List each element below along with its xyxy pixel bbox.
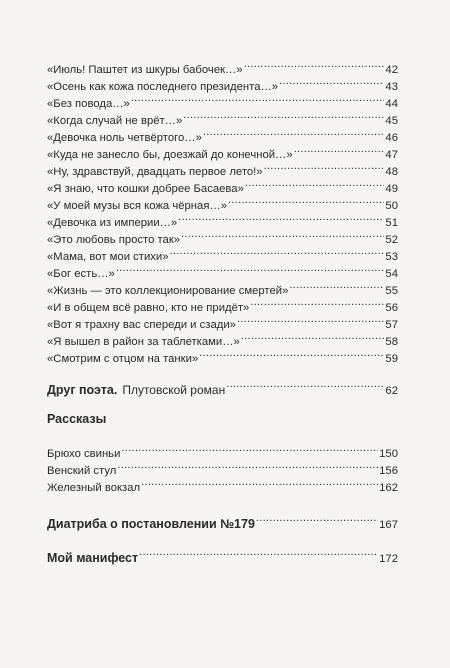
table-of-contents xyxy=(47,56,398,565)
toc-entry-title: «Июль! Паштет из шкуры бабочек…» xyxy=(47,64,243,76)
dot-leader xyxy=(279,73,384,90)
section-page: 62 xyxy=(385,385,398,397)
toc-entry-page: 42 xyxy=(385,64,398,76)
toc-entry-page: 57 xyxy=(385,319,398,331)
toc-entry-title: «И в общем всё равно, кто не придёт» xyxy=(47,302,250,314)
dot-leader xyxy=(139,544,378,562)
toc-entry-page: 48 xyxy=(385,166,398,178)
toc-entry-title: «Мама, вот мои стихи» xyxy=(47,251,169,263)
dot-leader xyxy=(289,277,384,294)
toc-entry-page: 50 xyxy=(385,200,398,212)
dot-leader xyxy=(264,158,385,175)
poems-list xyxy=(47,56,398,365)
toc-entry-title: «Смотрим с отцом на танки» xyxy=(47,353,199,365)
toc-entry-title: «Девочка из империи…» xyxy=(47,217,178,229)
dot-leader xyxy=(256,510,378,528)
dot-leader xyxy=(178,209,384,226)
toc-entry-title: «Вот я трахну вас спереди и сзади» xyxy=(47,319,236,331)
dot-leader xyxy=(245,175,385,192)
toc-entry-page: 51 xyxy=(385,217,398,229)
toc-entry-page: 43 xyxy=(385,81,398,93)
section-subtitle: Плутовской роман xyxy=(122,383,226,397)
toc-entry-page: 54 xyxy=(385,268,398,280)
toc-entry-page: 53 xyxy=(385,251,398,263)
dot-leader xyxy=(117,457,378,474)
toc-entry-title: «Это любовь просто так» xyxy=(47,234,181,246)
toc-entry[interactable] xyxy=(47,440,398,460)
dot-leader xyxy=(170,243,385,260)
toc-section-friend[interactable] xyxy=(47,376,398,397)
toc-entry-page: 150 xyxy=(379,448,398,460)
dot-leader xyxy=(250,294,384,311)
toc-entry-title: «Куда не занесло бы, доезжай до конечной…» xyxy=(47,149,293,161)
dot-leader xyxy=(183,107,384,124)
dot-leader xyxy=(203,124,385,141)
dot-leader xyxy=(131,90,385,107)
toc-entry-title: «Я знаю, что кошки добрее Басаева» xyxy=(47,183,244,195)
toc-entry-page: 59 xyxy=(385,353,398,365)
section-title: Диатриба о постановлении №179 xyxy=(47,517,255,531)
toc-entry-title: «Бог есть…» xyxy=(47,268,115,280)
dot-leader xyxy=(116,260,385,277)
stories-list xyxy=(47,440,398,494)
toc-entry-title: «Я вышел в район за таблетками…» xyxy=(47,336,240,348)
toc-entry-page: 52 xyxy=(385,234,398,246)
toc-entry-title: «Ну, здравствуй, двадцать первое лето!» xyxy=(47,166,263,178)
section-title: Друг поэта. xyxy=(47,383,118,397)
toc-entry-title: «Девочка ноль четвёртого…» xyxy=(47,132,202,144)
dot-leader xyxy=(199,345,384,362)
toc-entry-title: Венский стул xyxy=(47,465,117,477)
toc-entry-page: 46 xyxy=(385,132,398,144)
dot-leader xyxy=(228,192,384,209)
toc-entry-page: 49 xyxy=(385,183,398,195)
toc-entry-page: 55 xyxy=(385,285,398,297)
toc-entry-page: 156 xyxy=(379,465,398,477)
toc-entry-title: Железный вокзал xyxy=(47,482,141,494)
toc-entry-title: Брюхо свиньи xyxy=(47,448,121,460)
dot-leader xyxy=(226,376,384,394)
dot-leader xyxy=(244,56,385,73)
stories-heading: Рассказы xyxy=(47,412,107,426)
toc-entry[interactable] xyxy=(47,56,398,76)
toc-entry-title: «Жизнь — это коллекционирование смертей» xyxy=(47,285,289,297)
toc-section-manifesto[interactable] xyxy=(47,544,398,565)
toc-entry-page: 45 xyxy=(385,115,398,127)
toc-entry-page: 47 xyxy=(385,149,398,161)
toc-entry-title: «У моей музы вся кожа чёрная…» xyxy=(47,200,228,212)
dot-leader xyxy=(241,328,385,345)
dot-leader xyxy=(181,226,384,243)
section-page: 172 xyxy=(379,553,398,565)
toc-section-diatribe[interactable] xyxy=(47,510,398,531)
dot-leader xyxy=(141,474,378,491)
dot-leader xyxy=(121,440,378,457)
dot-leader xyxy=(237,311,384,328)
toc-entry-page: 56 xyxy=(385,302,398,314)
toc-entry-page: 44 xyxy=(385,98,398,110)
toc-entry-title: «Осень как кожа последнего президента…» xyxy=(47,81,279,93)
dot-leader xyxy=(294,141,385,158)
section-page: 167 xyxy=(379,519,398,531)
toc-entry-page: 162 xyxy=(379,482,398,494)
section-title: Мой манифест xyxy=(47,551,139,565)
toc-entry-title: «Без повода…» xyxy=(47,98,130,110)
toc-entry-title: «Когда случай не врёт…» xyxy=(47,115,183,127)
toc-entry-page: 58 xyxy=(385,336,398,348)
